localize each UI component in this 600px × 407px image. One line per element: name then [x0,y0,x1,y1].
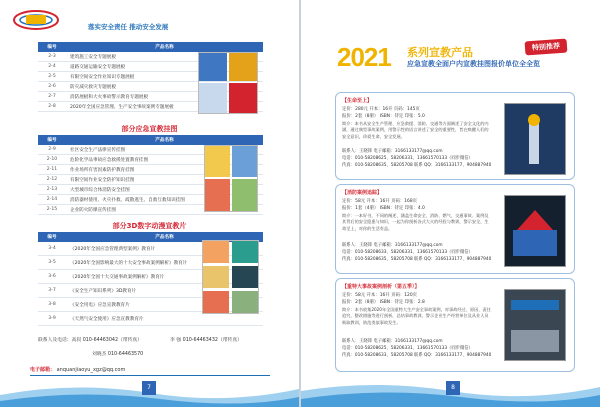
row-code: 2-11 [46,167,58,172]
poster-thumbnails [204,145,258,212]
product-card [335,278,575,372]
product-contact: 传真：010-58208635、58205708 联系 QQ：3166133177、904887940 [342,163,492,168]
product-title: 【消防案例追踪】 [342,190,383,196]
row-code: 2-4 [48,64,56,69]
row-name: 《2020年全国影响最大的十大安全事故案例解析》教育片 [70,260,188,266]
email-label: 电子邮箱： [30,367,56,373]
page-number: 7 [142,381,156,395]
product-description: 简介：一本好书，不同的阐述，涵盖生命安全、消防、燃气、交通事故、案例及其背后的安全隐患与知识，一起为你剖析各式大火的经验与教训，警示安全，生命至上，对你的生活有益。 [342,213,489,231]
header-name: 产品名称 [155,45,174,50]
product-info-line: 报价：2套（8册） ISBN：待定 印张：2.8 [342,300,425,305]
page-number: 8 [446,381,460,395]
row-code: 3-9 [48,316,56,321]
product-description: 简介：本书收集2020年全国重特大生产安全事故案例，对事故经过、原因、责任追究、整改措施等进行剖析，总结事故教训，警示企业生产经营单位及从业人员吸取教训，防范类似事故发生。 [342,307,491,325]
row-name: 《2020年全国十大交通事故案例解析》教育片 [70,274,165,280]
header-name: 产品名称 [155,235,174,240]
row-name: 防灾减灾救灾专题展板 [70,84,116,90]
section-title-posters: 部分应急宣教挂图 [121,125,178,133]
book-cover [504,103,566,175]
book-cover [504,195,566,267]
row-code: 2-3 [48,54,56,59]
product-contact: 联系人：王晓锋 电子邮箱：3166133177@qq.com [342,339,443,344]
row-name: 消防器材使用、火灾扑救、疏散逃生、自救互救知识挂图 [70,197,185,203]
featured-badge: 特别推荐 [525,39,568,56]
product-info-line: 报价：1套（4册） ISBN：待定 印张：4.0 [342,206,425,211]
year-heading: 2021 [337,42,391,72]
row-code: 2-7 [48,94,56,99]
email-address[interactable]: anquanjiaoyu_xgz@qq.com [56,367,126,373]
animation-thumbnails [202,240,259,314]
row-code: 3-8 [48,302,56,307]
row-code: 2-12 [46,177,58,182]
product-contact: 传真：010-58208633、58205708 联系 QQ：3166133177、904887940 [342,353,492,358]
row-name: 道路交通运输安全专题展板 [70,64,126,70]
row-name: 2020年全国应急管理、生产安全事故案例专题展板 [70,104,174,110]
product-info [342,198,492,212]
row-code: 2-6 [48,84,56,89]
header-code: 编号 [47,45,57,50]
product-info-line: 定价：280元 开本：16开 页码：145页 [342,107,420,112]
row-name: 《安全用电》应急宣教教育片 [70,302,130,308]
email-bar [30,366,270,376]
contact-line-2: 刘晓杰 010-64463570 [92,352,144,357]
table-header [38,135,263,145]
row-name: 社区安全生产法律宣传挂图 [70,147,126,153]
product-contact: 联系人：王晓锋 电子邮箱：3166133177@qq.com [342,243,443,248]
header-code: 编号 [47,235,57,240]
product-info-line: 定价：58元 开本：16开 页码：120页 [342,293,418,298]
product-description: 简介：本书从安全生产管理、应急救援、消防、交通等方面阐述了安全文化的内涵，通过典型事故案例，用警示性的语言讲述了安全的重要性，旨在唤醒人们的安全意识，珍爱生命，安全发展。 [342,121,489,139]
row-code: 2-5 [48,74,56,79]
row-code: 3-4 [48,246,56,251]
row-name: 有限空间安全作业知识专题展板 [70,74,135,80]
row-name: 有限空间作业安全防护知识挂图 [70,177,135,183]
contact-line-1b: 李 强 010-64463432（带传真） [170,338,242,343]
display-board-thumbnails [198,52,258,114]
row-code: 3-5 [48,260,56,265]
slogan: 落实安全责任 推动安全发展 [88,23,169,31]
product-info [342,106,492,120]
product-contact: 电话：010-58208633、58206331、13661570133（同步微信） [342,250,473,255]
row-code: 2-10 [46,157,58,162]
section-title-animations: 部分3D数字动漫宣教片 [112,222,187,230]
row-name: 《天然气安全使用》应急宣教教育片 [70,316,144,322]
row-name: 建筑施工安全专题展板 [70,54,116,60]
left-page [0,0,299,407]
contact-line-1: 联系人及电话：高叔 010-64463042（带传真） [38,338,142,343]
table-header [38,42,263,52]
brand-logo [8,6,108,36]
product-info [342,292,492,306]
row-code: 2-8 [48,104,56,109]
product-contact: 传真：010-58208635、58205708 联系 QQ：3166133177、904887940 [342,257,492,262]
row-name: 消防展板和大火事故警示教育专题展板 [70,94,149,100]
row-code: 2-13 [46,187,58,192]
product-contact: 电话：010-58208625、58206331、13661570133（同步微信） [342,346,473,351]
row-code: 3-6 [48,274,56,279]
row-code: 3-7 [48,288,56,293]
product-contact: 电话：010-58208625、58206331、13661570133（同步微信） [342,156,473,161]
row-code: 2-9 [48,147,56,152]
row-name: 《安全生产知识系列》3D教育片 [70,288,137,294]
table-row [38,312,263,326]
product-info-line: 定价：58元 开本：16开 页码：168页 [342,199,418,204]
product-title: 【生命至上】 [342,98,373,104]
product-card [335,92,575,180]
header-code: 编号 [47,138,57,143]
row-name: 作业场所有害因素防护教育挂图 [70,167,135,173]
product-info-line: 报价：2套（8册） ISBN：待定 印张：5.0 [342,114,425,119]
book-cover [504,289,566,361]
row-name: 危险化学品事故应急救援处置教育挂图 [70,157,149,163]
row-name: 《2020年全国应急管理典型案例》教育片 [70,246,156,252]
product-title: 【重特大事故案例剖析（第五季）】 [342,284,420,290]
row-name: 大型城市综合体消防安全挂图 [70,187,130,193]
row-code: 2-15 [46,207,58,212]
header-name: 产品名称 [155,138,174,143]
row-code: 2-14 [46,197,58,202]
product-card [335,184,575,274]
row-name: 企业防火防爆宣传挂图 [70,207,116,213]
subtitle: 应急宣教全面户内宣教挂图报价单位全全览 [407,60,540,68]
right-page [301,0,600,407]
product-contact: 联系人：王晓锋 电子邮箱：3166133177@qq.com [342,149,443,154]
series-heading: 系列宣教产品 [407,46,473,59]
